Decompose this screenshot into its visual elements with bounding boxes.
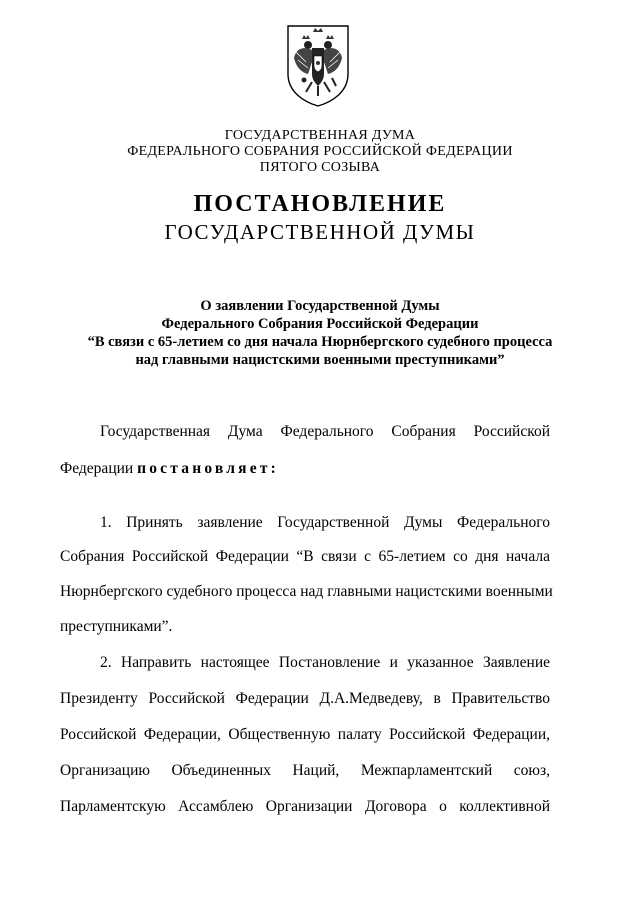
document-subtitle: ГОСУДАРСТВЕННОЙ ДУМЫ [164,220,476,244]
item1-line: преступниками”. [60,618,173,635]
item2-line: 2. Направить настоящее Постановление и указанное Заявление [100,654,550,671]
item2-line: Президенту Российской Федерации Д.А.Медведеву, в Правительство [60,690,550,707]
item1-line: Собрания Российской Федерации “В связи с 65-летием со дня начала [60,548,550,565]
document-title: ПОСТАНОВЛЕНИЕ [193,191,447,217]
header-assembly: ФЕДЕРАЛЬНОГО СОБРАНИЯ РОССИЙСКОЙ ФЕДЕРАЦИИ [127,144,513,159]
subject-line: над главными нацистскими военными преступниками” [135,352,505,368]
item2-line: Парламентскую Ассамблею Организации Договора о коллективной [60,798,550,815]
preamble-line: Государственная Дума Федерального Собрания Российской [100,423,550,440]
item2-line: Организацию Объединенных Наций, Межпарламентский союз, [60,762,550,779]
coat-of-arms-emblem [282,22,354,108]
header-duma: ГОСУДАРСТВЕННАЯ ДУМА [224,128,416,143]
subject-line: “В связи с 65-летием со дня начала Нюрнбергского судебного процесса [87,334,553,350]
preamble-prefix: Федерации [60,460,138,477]
item1-line: 1. Принять заявление Государственной Думы Федерального [100,514,550,531]
subject-line: Федерального Собрания Российской Федерации [161,316,479,332]
subject-line: О заявлении Государственной Думы [200,298,440,314]
header-convocation: ПЯТОГО СОЗЫВА [259,160,381,175]
preamble-line-2 [60,459,550,479]
item1-line: Нюрнбергского судебного процесса над главными нацистскими военными [60,583,553,600]
item2-line: Российской Федерации, Общественную палату Российской Федерации, [60,726,550,743]
resolves-word: постановляет: [137,460,279,477]
